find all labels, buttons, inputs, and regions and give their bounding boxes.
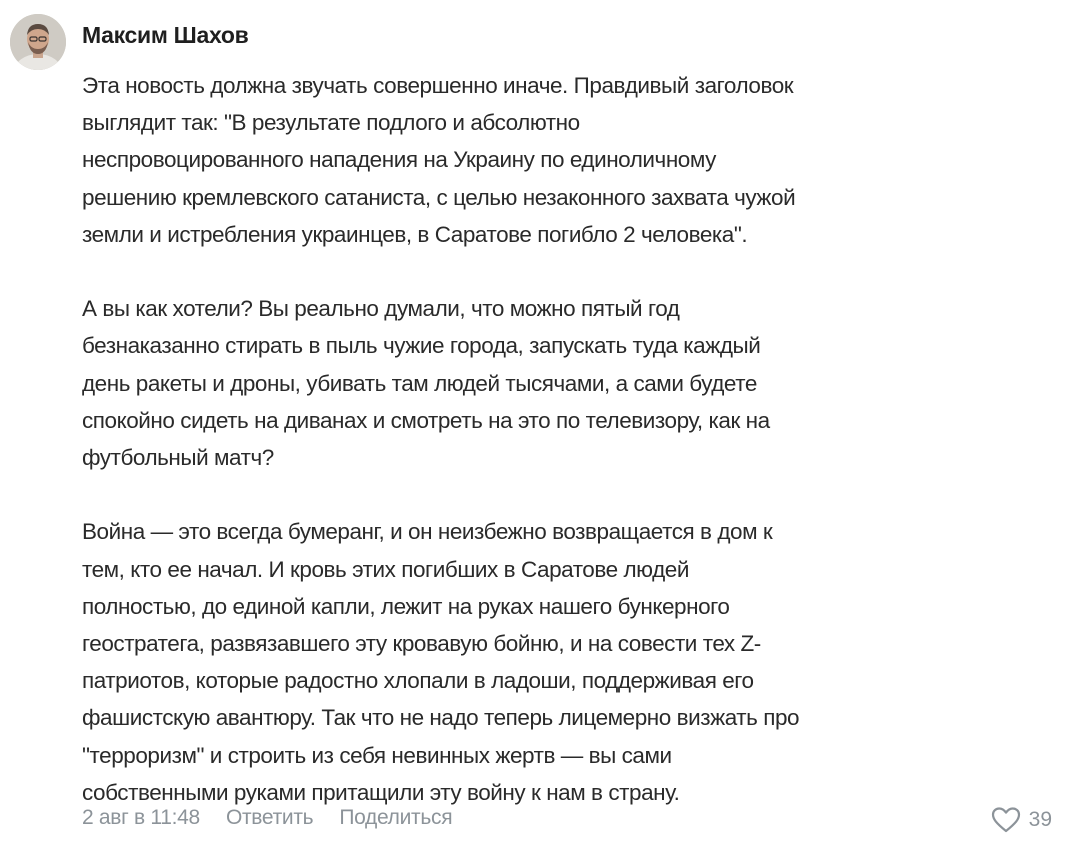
paragraph-3: [82, 513, 1057, 811]
author-avatar[interactable]: [10, 14, 66, 70]
comment-body: [82, 67, 1057, 811]
text-line: патриотов, которые радостно хлопали в ладоши, поддерживая его: [82, 668, 754, 694]
text-line: полностью, до единой капли, лежит на руках нашего бункерного: [82, 593, 730, 619]
like-button[interactable]: [991, 806, 1052, 834]
paragraph-2: [82, 290, 1057, 476]
reply-button[interactable]: Ответить: [225, 806, 314, 829]
comment-footer: [82, 806, 478, 830]
text-line: "терроризм" и строить из себя невинных жертв — вы сами: [82, 742, 672, 768]
like-count: 39: [1028, 808, 1052, 831]
text-line: день ракеты и дроны, убивать там людей тысячами, а сами будете: [82, 370, 757, 396]
text-line: тем, кто ее начал. И кровь этих погибших в Саратове людей: [82, 556, 689, 582]
comment-date[interactable]: 2 авг в 11:48: [82, 806, 200, 829]
text-line: А вы как хотели? Вы реально думали, что можно пятый год: [82, 296, 680, 322]
text-line: Эта новость должна звучать совершенно иначе. Правдивый заголовок: [82, 73, 794, 98]
text-line: собственными руками притащили эту войну к нам в страну.: [82, 779, 680, 805]
text-line: спокойно сидеть на диванах и смотреть на это по телевизору, как на: [82, 407, 770, 433]
share-button[interactable]: Поделиться: [339, 806, 453, 829]
text-line: безнаказанно стирать в пыль чужие города, запускать туда каждый: [82, 333, 761, 359]
text-line: фашистскую авантюру. Так что не надо теперь лицемерно визжать про: [82, 705, 800, 731]
text-line: неспровоцированного нападения на Украину по единоличному: [82, 147, 716, 173]
text-line: геостратега, развязавшего эту кровавую бойню, и на совести тех Z-: [82, 631, 761, 657]
text-line: Война — это всегда бумеранг, и он неизбежно возвращается в дом к: [82, 519, 773, 545]
author-name[interactable]: Максим Шахов: [82, 22, 249, 48]
paragraph-1: [82, 67, 1057, 253]
text-line: выглядит так: "В результате подлого и абсолютно: [82, 110, 580, 136]
avatar-icon: [10, 14, 66, 70]
heart-icon: [991, 806, 1021, 834]
text-line: земли и истребления украинцев, в Саратове погибло 2 человека".: [82, 221, 748, 247]
text-line: футбольный матч?: [82, 445, 274, 471]
text-line: решению кремлевского сатаниста, с целью незаконного захвата чужой: [82, 184, 796, 210]
